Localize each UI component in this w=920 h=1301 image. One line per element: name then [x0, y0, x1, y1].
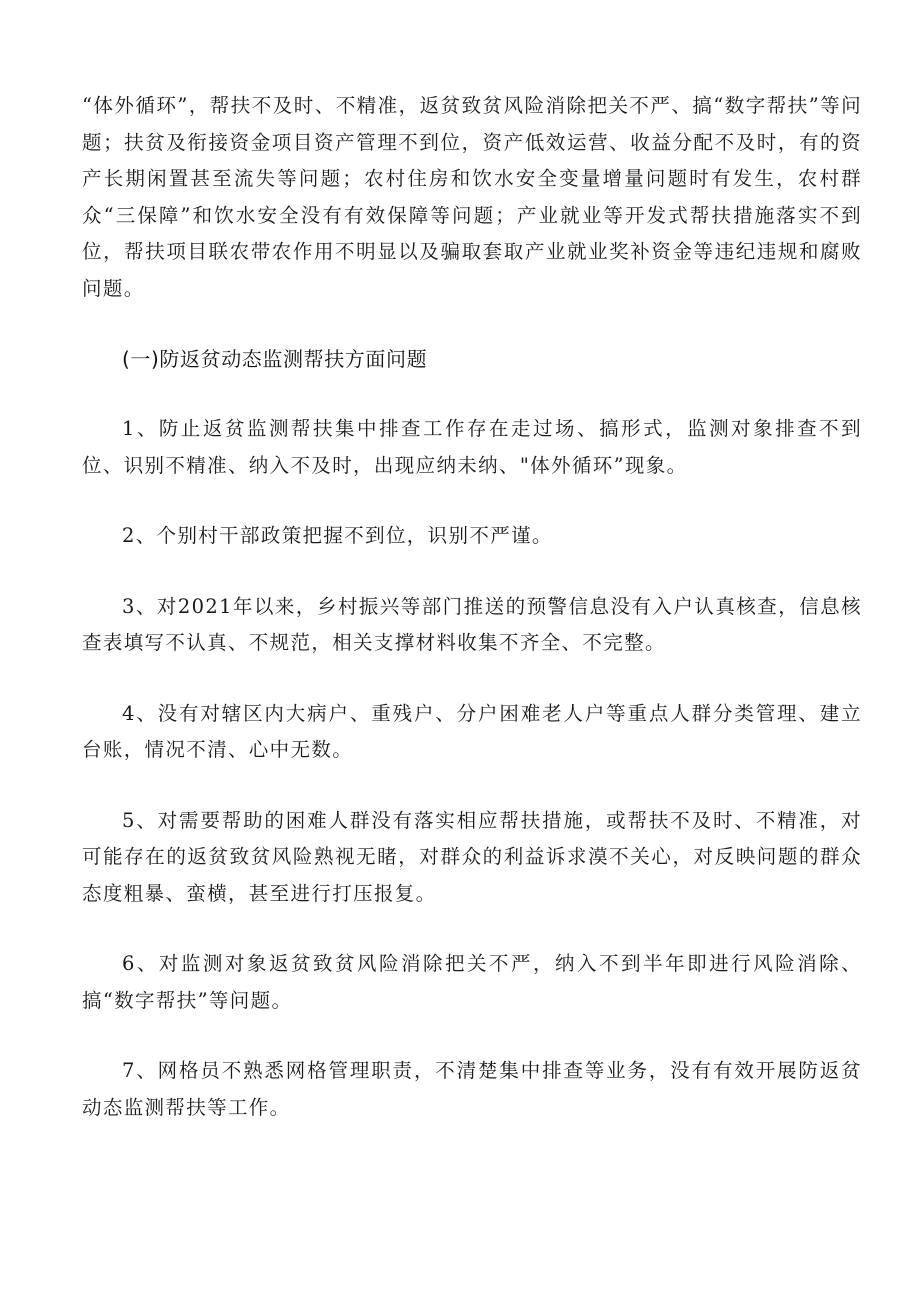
list-item: 6、对监测对象返贫致贫风险消除把关不严，纳入不到半年即进行风险消除、搞“数字帮扶”等问题。: [82, 952, 862, 1012]
list-item: 3、对2021年以来，乡村振兴等部门推送的预警信息没有入户认真核查，信息核查表填写不认真、不规范，相关支撑材料收集不齐全、不完整。: [82, 594, 862, 654]
list-item: 5、对需要帮助的困难人群没有落实相应帮扶措施，或帮扶不及时、不精准，对可能存在的返贫致贫风险熟视无睹，对群众的利益诉求漠不关心，对反映问题的群众态度粗暴、蛮横，甚至进行打压报复。: [82, 808, 862, 905]
list-item: 2、个别村干部政策把握不到位，识别不严谨。: [122, 524, 553, 547]
list-item: 4、没有对辖区内大病户、重残户、分户困难老人户等重点人群分类管理、建立台账，情况不清、心中无数。: [82, 701, 862, 761]
intro-paragraph: “体外循环”，帮扶不及时、不精准，返贫致贫风险消除把关不严、搞“数字帮扶”等问题；扶贫及衔接资金项目资产管理不到位，资产低效运营、收益分配不及时，有的资产长期闲置甚至流失等问题；农村住房和饮水安全变量增量问题时有发生，农村群众“三保障”和饮水安全没有有效保障等问题；产业就业等开发式帮扶措施落实不到位，帮扶项目联农带农作用不明显以及骗取套取产业就业奖补资金等违纪违规和腐败问题。: [82, 94, 862, 300]
list-item: 7、网格员不熟悉网格管理职责，不清楚集中排查等业务，没有有效开展防返贫动态监测帮扶等工作。: [82, 1059, 862, 1119]
list-item: 1、防止返贫监测帮扶集中排查工作存在走过场、搞形式，监测对象排查不到位、识别不精准、纳入不及时，出现应纳未纳、"体外循环”现象。: [82, 417, 862, 477]
section-heading: (一)防返贫动态监测帮扶方面问题: [122, 347, 428, 371]
